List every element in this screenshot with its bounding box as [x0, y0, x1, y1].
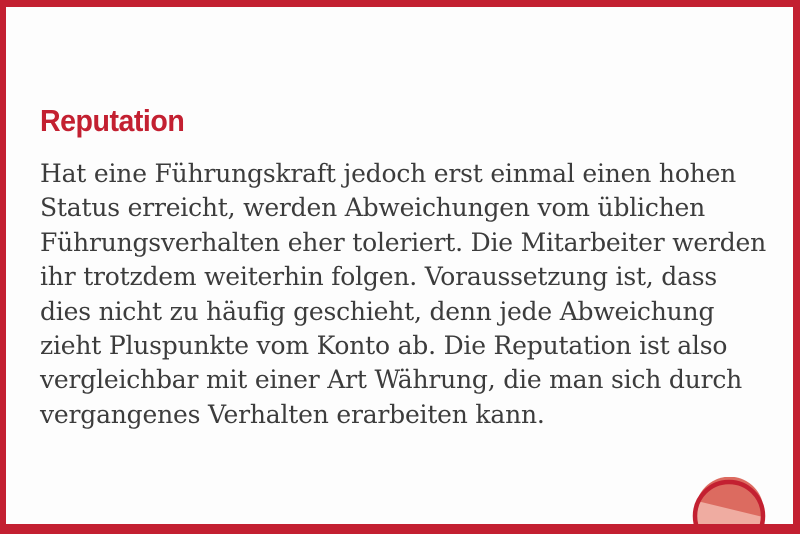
semicircle-coin-icon — [688, 477, 772, 524]
frame-border-top — [0, 0, 800, 7]
body-line: dies nicht zu häufig geschieht, denn jede Abweichung — [40, 296, 715, 326]
body-line: zieht Pluspunkte vom Konto ab. Die Reputation ist also — [40, 331, 728, 361]
body-line: vergleichbar mit einer Art Währung, die man sich durch — [40, 365, 743, 395]
frame-border-left — [0, 0, 6, 534]
body-line: Status erreicht, werden Abweichungen vom üblichen — [40, 193, 706, 223]
frame-border-bottom — [0, 524, 800, 534]
body-line: ihr trotzdem weiterhin folgen. Voraussetzung ist, dass — [40, 262, 718, 292]
frame-border-right — [793, 0, 800, 534]
body-line: Führungsverhalten eher toleriert. Die Mitarbeiter werden — [40, 227, 767, 257]
body-paragraph — [40, 157, 767, 432]
body-line: vergangenes Verhalten erarbeiten kann. — [40, 399, 545, 429]
body-line: Hat eine Führungskraft jedoch erst einmal einen hohen — [40, 159, 737, 188]
page-title: Reputation — [40, 103, 185, 138]
